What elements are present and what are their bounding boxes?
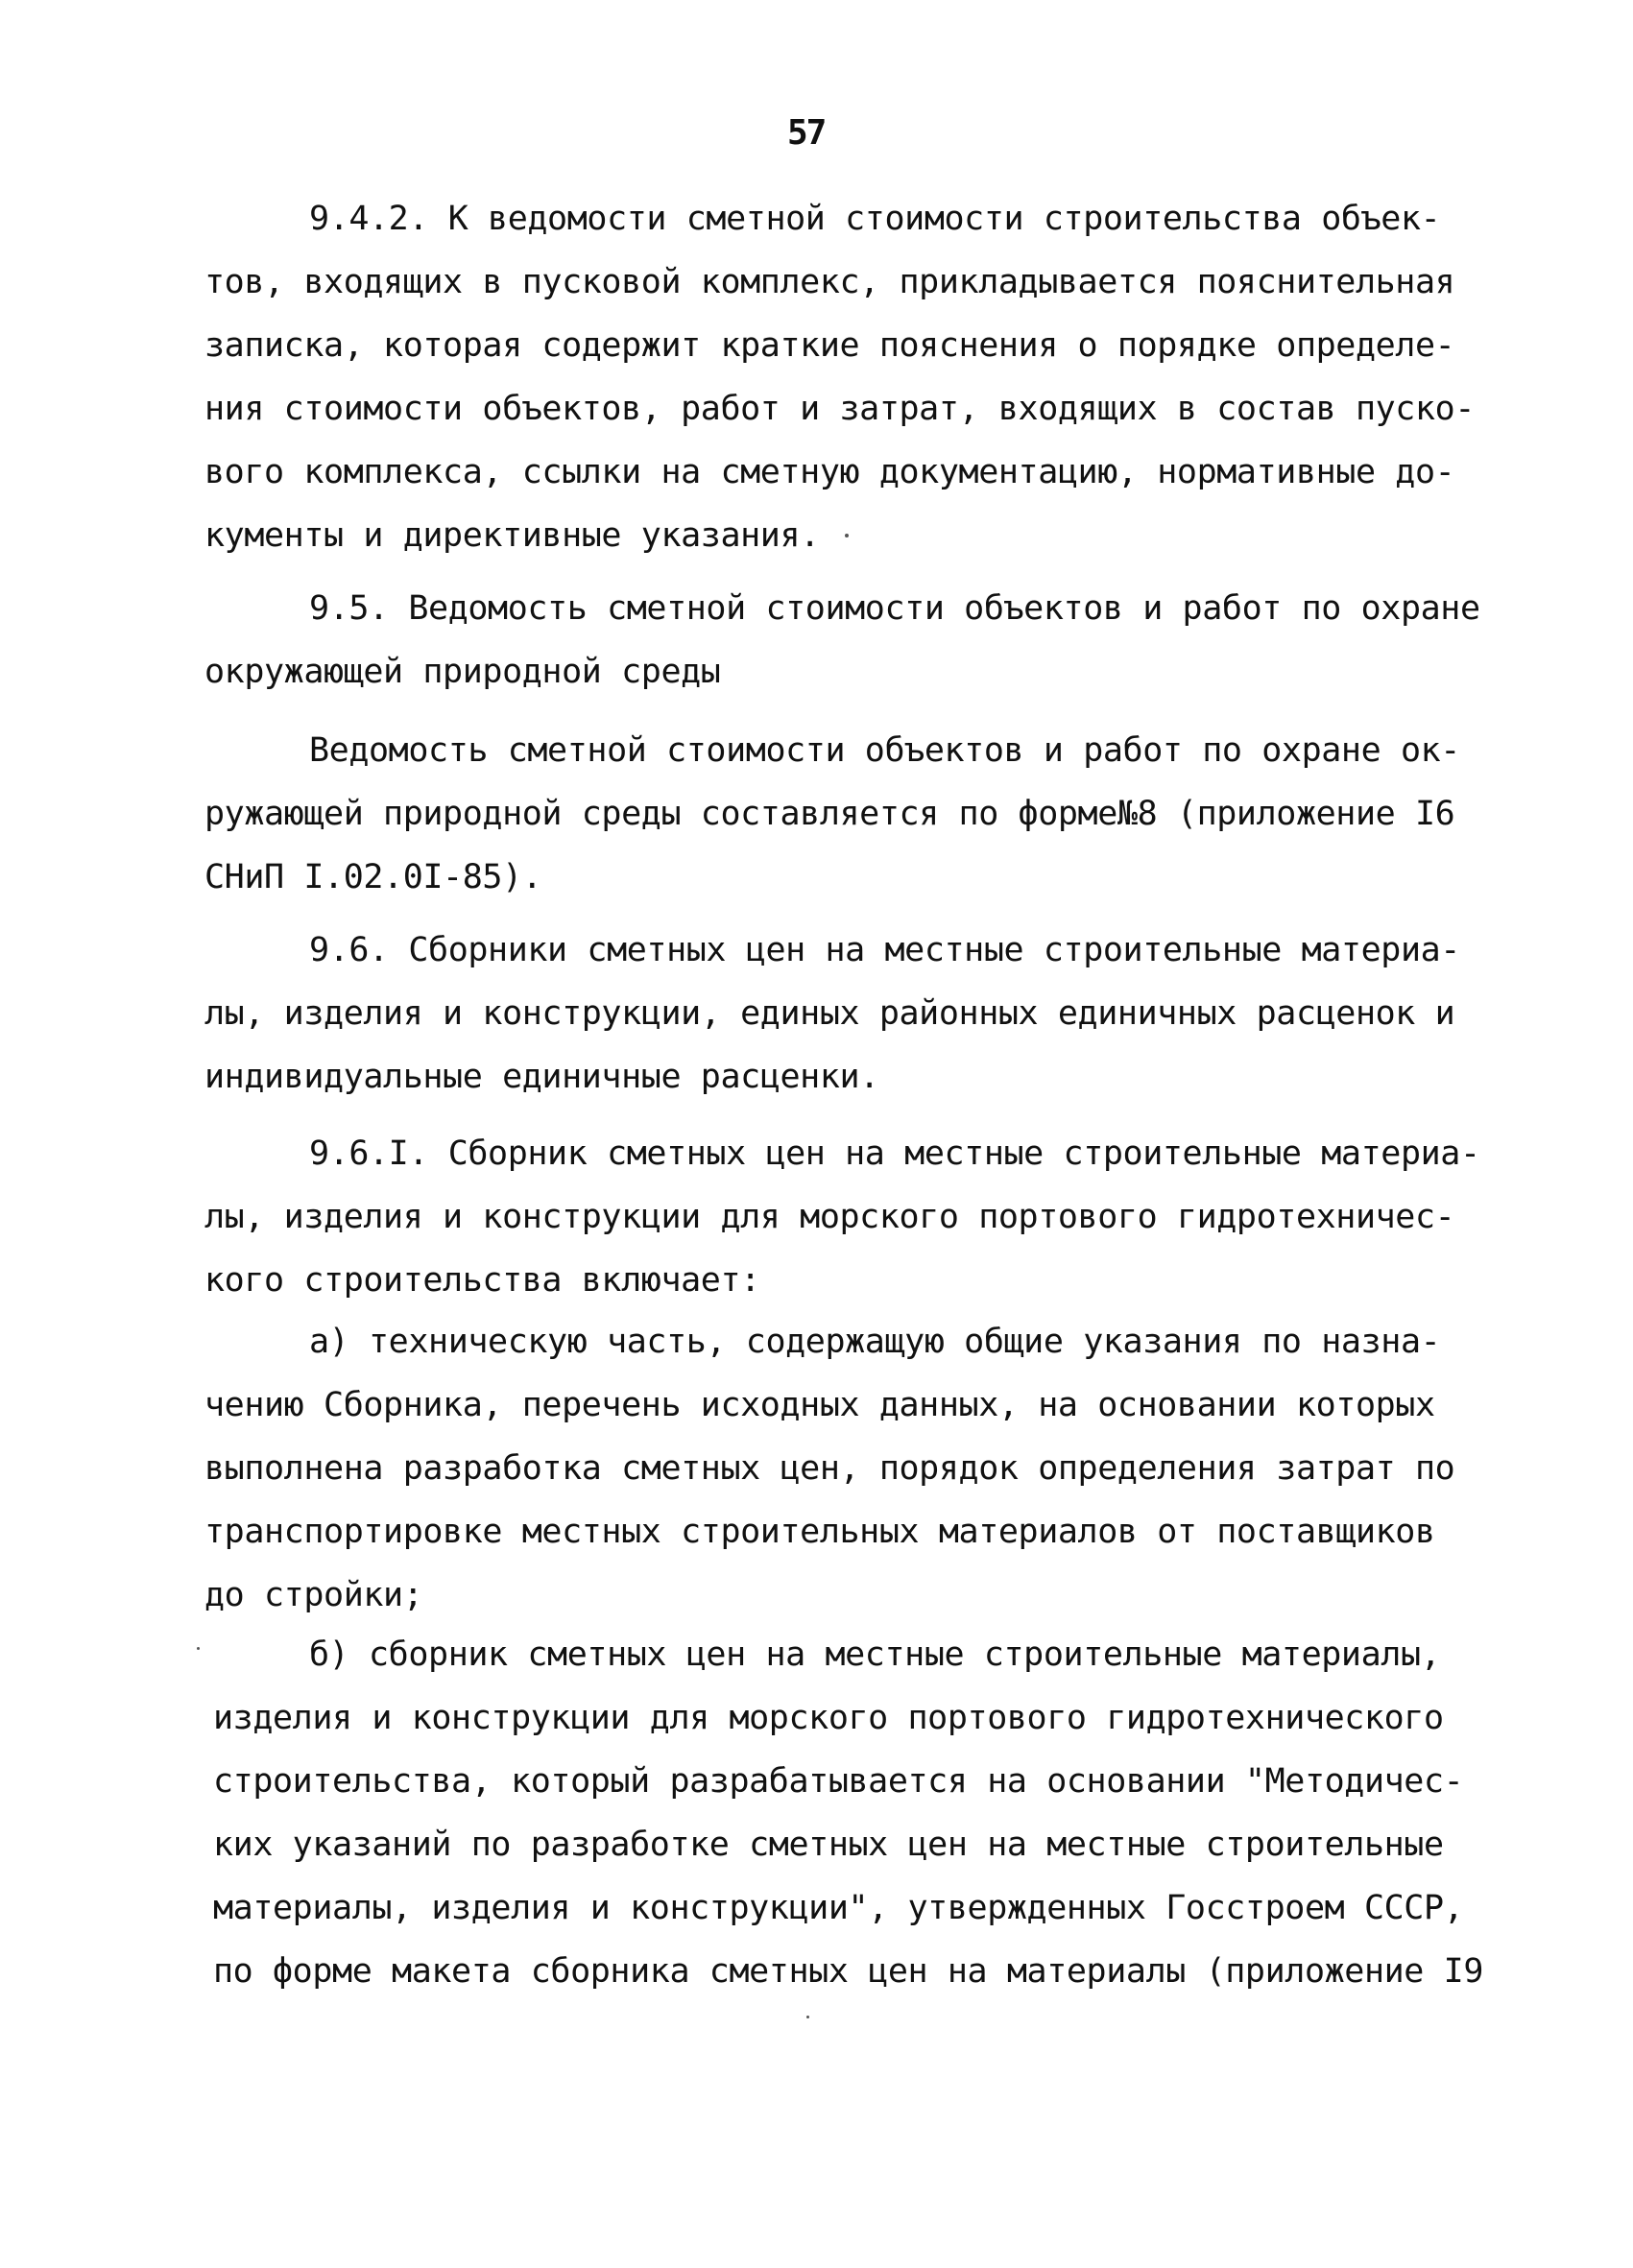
list-item-line: изделия и конструкции для морского портового гидротехнического (213, 1699, 1444, 1737)
text-line: 9.4.2. К ведомости сметной стоимости строительства объек- (309, 200, 1441, 238)
text-line: ния стоимости объектов, работ и затрат, входящих в состав пуско- (204, 390, 1475, 428)
section-heading: 9.6. Сборники сметных цен на местные строительные материа- (309, 931, 1460, 969)
list-item-line: выполнена разработка сметных цен, порядок определения затрат по (204, 1449, 1455, 1488)
list-item-line: до стройки; (204, 1576, 423, 1614)
list-item-line: а) техническую часть, содержащую общие указания по назна- (309, 1323, 1441, 1361)
list-item-line: строительства, который разрабатывается на основании "Методичес- (213, 1762, 1464, 1801)
scan-speck (197, 1647, 200, 1650)
text-line: записка, которая содержит краткие пояснения о порядке определе- (204, 326, 1455, 365)
text-line: ружающей природной среды составляется по форме№8 (приложение I6 (204, 795, 1455, 833)
text-line: лы, изделия и конструкции для морского портового гидротехничес- (204, 1198, 1455, 1236)
section-heading: 9.5. Ведомость сметной стоимости объектов и работ по охране (309, 589, 1480, 628)
text-line: вого комплекса, ссылки на сметную документацию, нормативные до- (204, 453, 1455, 491)
text-line: СНиП I.02.0I-85). (204, 858, 542, 896)
text-line: Ведомость сметной стоимости объектов и работ по охране ок- (309, 731, 1460, 770)
text-line: 9.6.I. Сборник сметных цен на местные строительные материа- (309, 1134, 1480, 1173)
text-line: кументы и директивные указания. (204, 516, 820, 555)
text-line: тов, входящих в пусковой комплекс, прикладывается пояснительная (204, 263, 1455, 301)
section-heading: окружающей природной среды (204, 653, 721, 691)
list-item-line: чению Сборника, перечень исходных данных, на основании которых (204, 1386, 1435, 1424)
list-item-line: транспортировке местных строительных материалов от поставщиков (204, 1513, 1435, 1551)
scan-speck (845, 534, 849, 537)
list-item-line: б) сборник сметных цен на местные строительные материалы, (309, 1635, 1441, 1674)
page-number: 57 (787, 113, 826, 153)
section-heading: лы, изделия и конструкции, единых районных единичных расценок и (204, 994, 1455, 1033)
section-heading: индивидуальные единичные расценки. (204, 1058, 879, 1096)
list-item-line: ких указаний по разработке сметных цен на местные строительные (213, 1826, 1444, 1864)
text-line: кого строительства включает: (204, 1261, 760, 1300)
scan-speck (806, 2016, 809, 2018)
list-item-line: материалы, изделия и конструкции", утвержденных Госстроем СССР, (213, 1889, 1464, 1927)
list-item-line: по форме макета сборника сметных цен на материалы (приложение I9 (213, 1952, 1483, 1991)
